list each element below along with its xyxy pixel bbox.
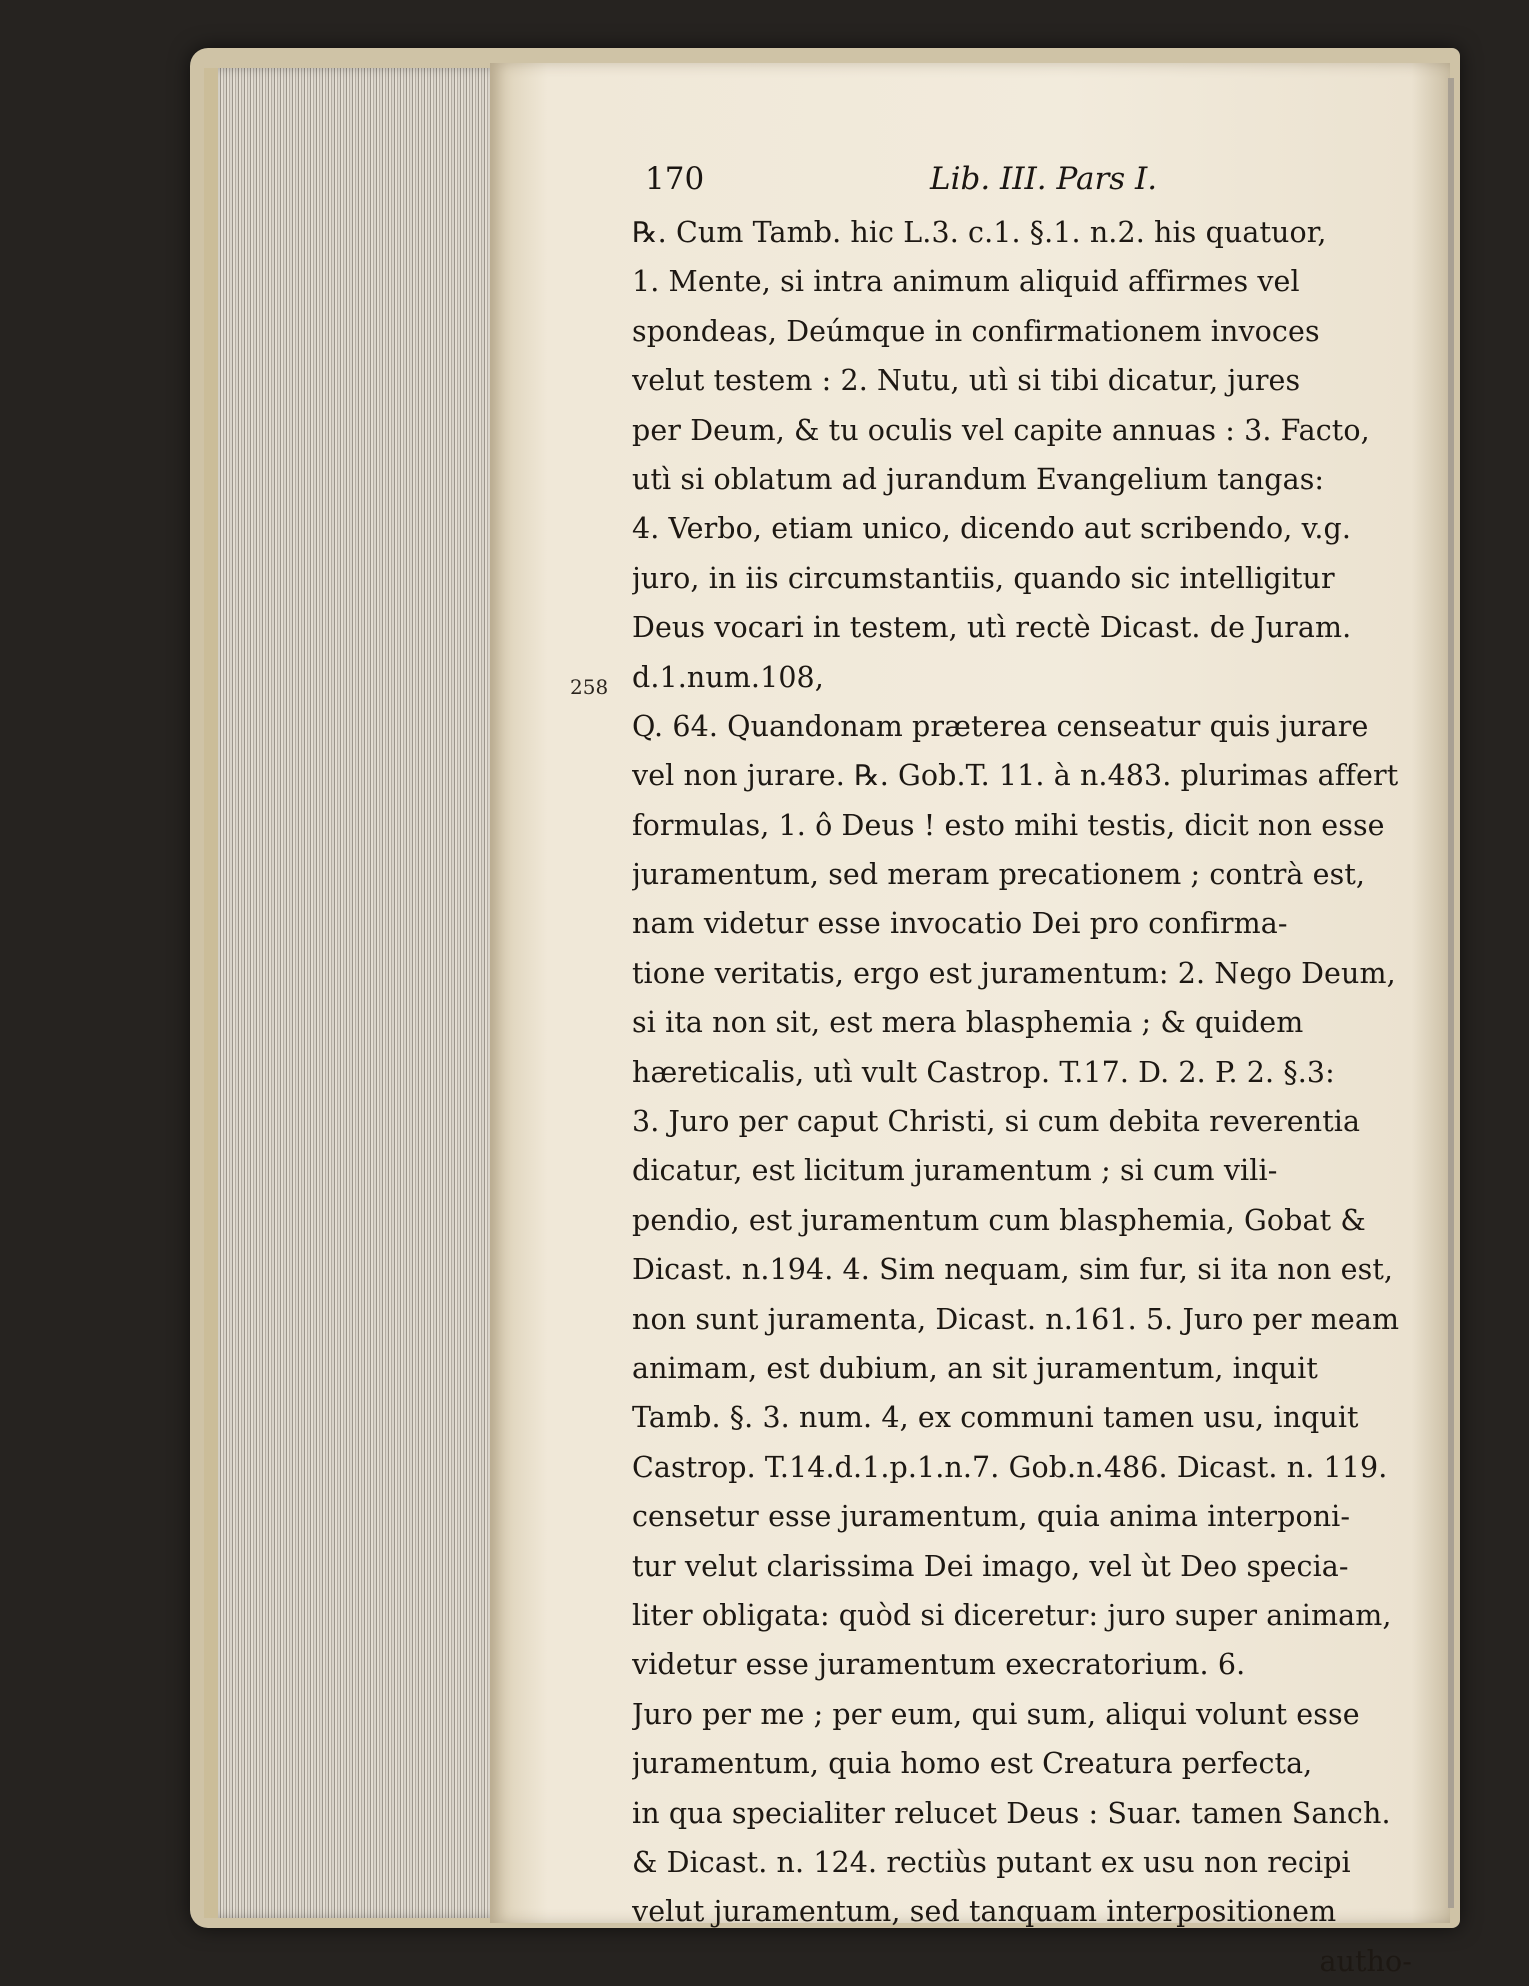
text-line: vel non jurare. ℞. Gob.T. 11. à n.483. plurimas affert	[632, 759, 1399, 793]
text-line: pendio, est juramentum cum blasphemia, Gobat &	[632, 1203, 1366, 1237]
next-page-edge	[1448, 78, 1454, 1908]
text-line: animam, est dubium, an sit juramentum, inquit	[632, 1351, 1318, 1385]
text-line: non sunt juramenta, Dicast. n.161. 5. Juro per meam	[632, 1302, 1400, 1336]
text-line: Q. 64. Quandonam præterea censeatur quis jurare	[632, 709, 1369, 743]
text-line: per Deum, & tu oculis vel capite annuas : 3. Facto,	[632, 413, 1370, 447]
book	[190, 38, 1460, 1978]
text-line: juro, in iis circumstantiis, quando sic intelligitur	[632, 561, 1335, 595]
running-head: Lib. III. Pars I.	[930, 161, 1158, 197]
text-line: hæreticalis, utì vult Castrop. T.17. D. 2. P. 2. §.3:	[632, 1055, 1335, 1089]
page-edges	[204, 68, 518, 1918]
text-block	[632, 208, 1432, 1986]
text-line: formulas, 1. ô Deus ! esto mihi testis, dicit non esse	[632, 808, 1385, 842]
text-line: utì si oblatum ad jurandum Evangelium tangas:	[632, 462, 1325, 496]
text-line: 1. Mente, si intra animum aliquid affirmes vel	[632, 265, 1300, 299]
text-line: & Dicast. n. 124. rectiùs putant ex usu non recipi	[632, 1845, 1351, 1879]
text-line: juramentum, quia homo est Creatura perfecta,	[632, 1747, 1313, 1781]
text-line: spondeas, Deúmque in confirmationem invoces	[632, 314, 1320, 348]
text-line: tur velut clarissima Dei imago, vel ùt Deo specia-	[632, 1549, 1349, 1583]
text-line: videtur esse juramentum execratorium. 6.	[632, 1648, 1246, 1682]
text-line: dicatur, est licitum juramentum ; si cum vili-	[632, 1154, 1278, 1188]
text-line: censetur esse juramentum, quia anima interponi-	[632, 1500, 1351, 1534]
catchword: autho-	[1319, 1944, 1412, 1978]
margin-note: 258	[570, 675, 609, 699]
text-line: juramentum, sed meram precationem ; contrà est,	[632, 858, 1366, 892]
text-line: si ita non sit, est mera blasphemia ; & quidem	[632, 1006, 1304, 1040]
page-number: 170	[645, 161, 705, 197]
text-line: in qua specialiter relucet Deus : Suar. tamen Sanch.	[632, 1796, 1391, 1830]
text-line: d.1.num.108,	[632, 660, 824, 694]
text-line: tione veritatis, ergo est juramentum: 2. Nego Deum,	[632, 956, 1396, 990]
book-page	[490, 63, 1450, 1978]
text-line: nam videtur esse invocatio Dei pro confirma-	[632, 907, 1288, 941]
text-line: ℞. Cum Tamb. hic L.3. c.1. §.1. n.2. his quatuor,	[632, 216, 1327, 249]
text-line: velut juramentum, sed tanquam interpositionem	[632, 1895, 1337, 1929]
text-line: Juro per me ; per eum, qui sum, aliqui volunt esse	[632, 1697, 1360, 1731]
text-line: velut testem : 2. Nutu, utì si tibi dicatur, jures	[632, 364, 1301, 398]
text-line: Castrop. T.14.d.1.p.1.n.7. Gob.n.486. Dicast. n. 119.	[632, 1450, 1388, 1484]
text-line: liter obligata: quòd si diceretur: juro super animam,	[632, 1598, 1392, 1632]
text-line: Dicast. n.194. 4. Sim nequam, sim fur, si ita non est,	[632, 1253, 1394, 1287]
text-line: 3. Juro per caput Christi, si cum debita reverentia	[632, 1105, 1361, 1139]
text-line: 4. Verbo, etiam unico, dicendo aut scribendo, v.g.	[632, 512, 1352, 546]
text-line: Tamb. §. 3. num. 4, ex communi tamen usu, inquit	[632, 1401, 1359, 1435]
page-header	[645, 161, 1365, 201]
text-line: Deus vocari in testem, utì rectè Dicast. de Juram.	[632, 611, 1352, 645]
